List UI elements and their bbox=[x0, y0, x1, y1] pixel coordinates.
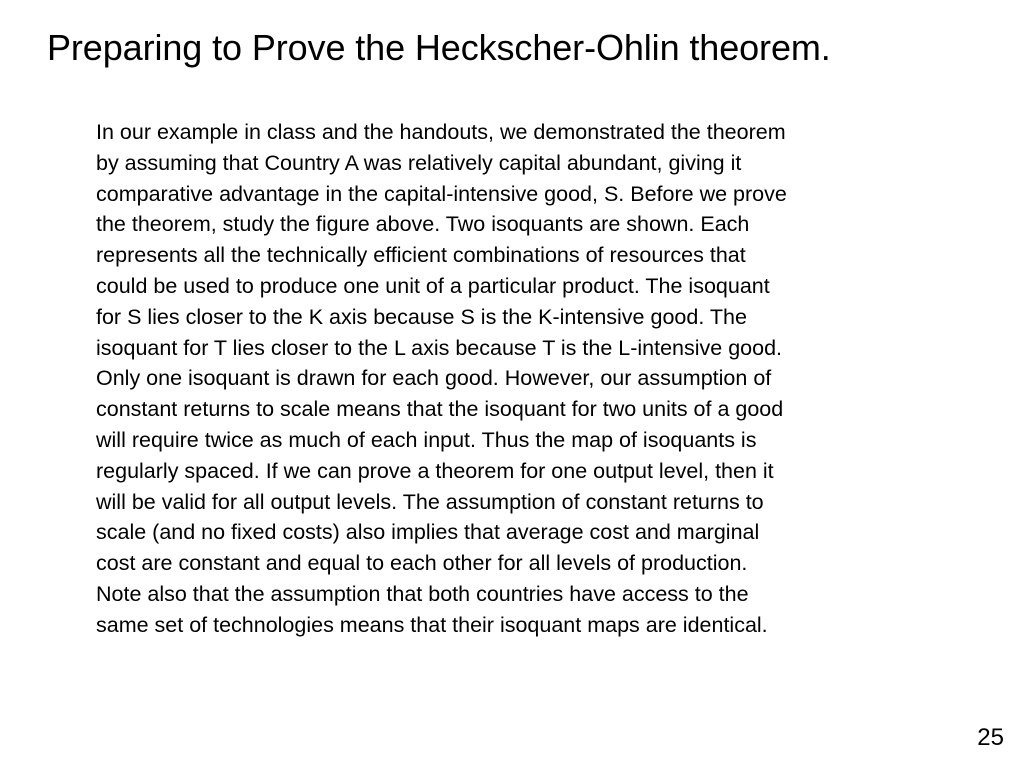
body-line: same set of technologies means that their isoquant maps are identical. bbox=[96, 612, 768, 637]
body-line: Only one isoquant is drawn for each good. However, our assumption of bbox=[96, 366, 772, 391]
body-line: cost are constant and equal to each other for all levels of production. bbox=[96, 551, 748, 576]
body-line: regularly spaced. If we can prove a theorem for one output level, then it bbox=[96, 458, 774, 483]
body-line: will be valid for all output levels. The assumption of constant returns to bbox=[96, 489, 764, 514]
body-line: for S lies closer to the K axis because S is the K-intensive good. The bbox=[96, 304, 747, 329]
slide-body-text bbox=[96, 117, 926, 641]
body-line: isoquant for T lies closer to the L axis because T is the L-intensive good. bbox=[96, 335, 783, 360]
body-line: Note also that the assumption that both countries have access to the bbox=[96, 581, 749, 606]
body-line: represents all the technically efficient combinations of resources that bbox=[96, 243, 746, 268]
body-line: by assuming that Country A was relatively capital abundant, giving it bbox=[96, 150, 742, 175]
slide-page-number: 25 bbox=[977, 724, 1004, 751]
slide-title: Preparing to Prove the Heckscher-Ohlin theorem. bbox=[47, 27, 831, 68]
body-line: could be used to produce one unit of a particular product. The isoquant bbox=[96, 273, 770, 298]
body-line: scale (and no fixed costs) also implies that average cost and marginal bbox=[96, 520, 760, 545]
body-line: the theorem, study the figure above. Two isoquants are shown. Each bbox=[96, 212, 750, 237]
body-line: constant returns to scale means that the isoquant for two units of a good bbox=[96, 397, 784, 422]
body-line: In our example in class and the handouts, we demonstrated the theorem bbox=[96, 120, 786, 144]
body-line: will require twice as much of each input. Thus the map of isoquants is bbox=[96, 427, 757, 452]
body-line: comparative advantage in the capital-intensive good, S. Before we prove bbox=[96, 181, 787, 206]
